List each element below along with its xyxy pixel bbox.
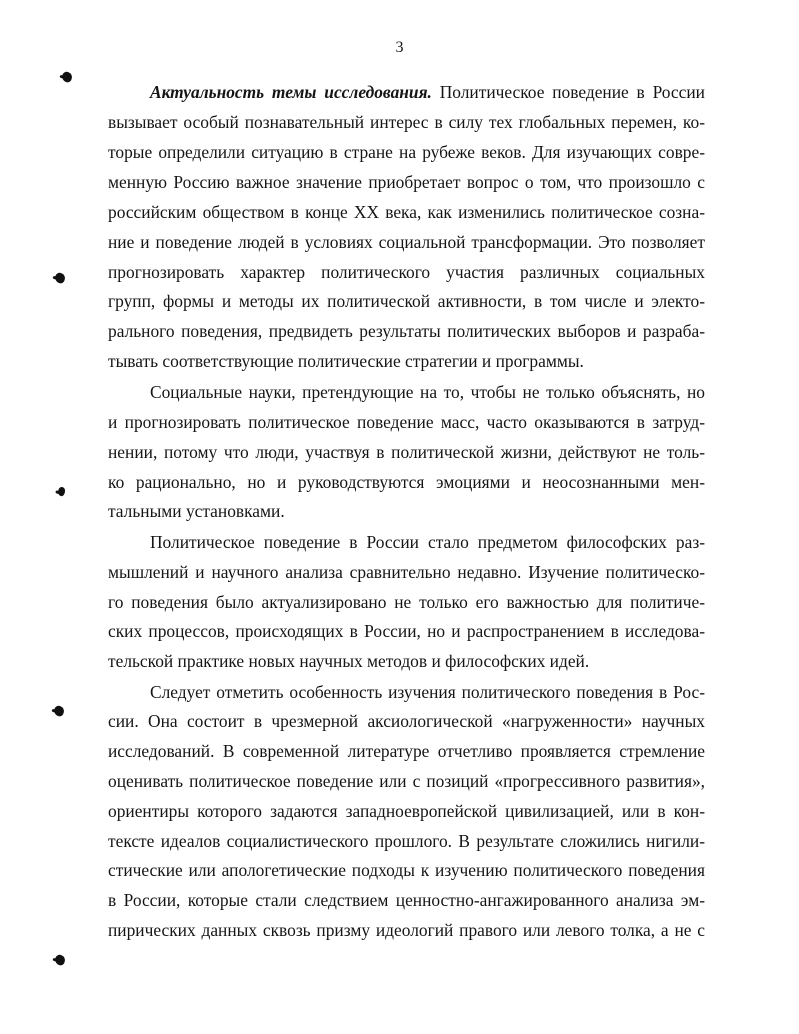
text-line: групп, формы и методы их политической активности, в том числе и электо- [108,291,705,311]
page-number: 3 [395,39,404,56]
text-line: Социальные науки, претендующие на то, чтобы не только объяснять, но [150,382,705,402]
scan-mark [54,954,67,967]
text-line: ние и поведение людей в условиях социальной трансформации. Это позволяет [108,232,705,252]
section-heading: Актуальность темы исследования. [150,82,432,102]
text-line-content: Политическое поведение в России [431,82,705,102]
scan-mark [53,705,66,718]
scan-mark [61,71,74,84]
text-line: ских процессов, происходящих в России, но и распространением в исследова- [108,621,705,641]
text-line: стические или апологетические подходы к изучению политического поведения [108,860,705,880]
text-line [150,80,705,104]
text-line: нении, потому что люди, участвуя в политической жизни, действуют не толь- [108,442,705,462]
text-line: мышлений и научного анализа сравнительно недавно. Изучение политическо- [108,562,705,582]
text-line: сии. Она состоит в чрезмерной аксиологической «нагруженности» научных [108,711,705,731]
text-line: тывать соответствующие политические стратегии и программы. [108,351,584,371]
text-line: тельской практике новых научных методов и философских идей. [108,651,590,671]
text-line: го поведения было актуализировано не только его важностью для политиче- [108,592,705,612]
text-line: тексте идеалов социалистического прошлого. В результате сложились нигили- [108,831,705,851]
text-line: оценивать политическое поведение или с позиций «прогрессивного развития», [108,771,705,791]
text-line: ориентиры которого задаются западноевропейской цивилизацией, или в кон- [108,801,705,821]
text-line: менную Россию важное значение приобретает вопрос о том, что произошло с [108,172,705,192]
text-line: в России, которые стали следствием ценностно-ангажированного анализа эм- [108,890,705,910]
text-line: ко рационально, но и руководствуются эмоциями и неосознанными мен- [108,472,705,492]
scan-mark [54,272,67,285]
text-line: прогнозировать характер политического участия различных социальных [108,262,705,282]
text-line: Политическое поведение в России стало предметом философских раз- [150,532,705,552]
text-line: рального поведения, предвидеть результаты политических выборов и разраба- [108,321,705,341]
text-line: торые определили ситуацию в стране на рубеже веков. Для изучающих совре- [108,142,705,162]
text-line: и прогнозировать политическое поведение масс, часто оказываются в затруд- [108,412,705,432]
text-line: российским обществом в конце XX века, как изменились политическое созна- [108,202,705,222]
text-line: Следует отметить особенность изучения политического поведения в Рос- [150,682,705,702]
text-line: пирических данных сквозь призму идеологий правого или левого толка, а не с [108,920,705,940]
text-line: исследований. В современной литературе отчетливо проявляется стремление [108,741,705,761]
text-line: тальными установками. [108,501,285,521]
text-line: вызывает особый познавательный интерес в силу тех глобальных перемен, ко- [108,112,705,132]
scan-mark [57,486,67,497]
